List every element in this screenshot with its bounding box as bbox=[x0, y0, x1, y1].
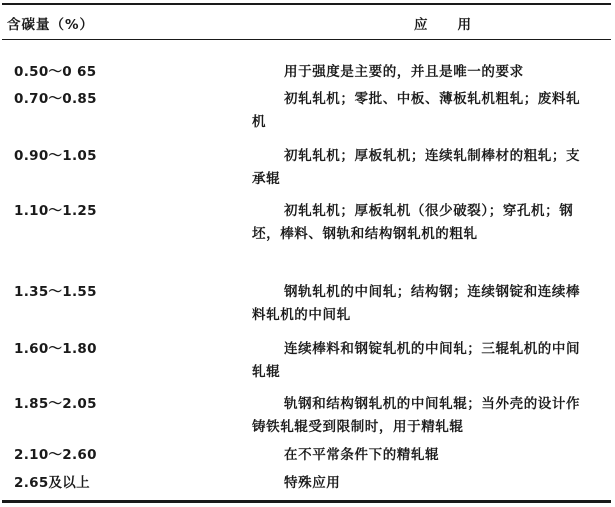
carbon-cell: 2.10～2.60 bbox=[14, 447, 97, 463]
carbon-cell: 0.90～1.05 bbox=[14, 148, 97, 164]
application-cell: 初轧轧机；零批、中板、薄板轧机粗轧；废料轧机 bbox=[252, 91, 581, 130]
application-cell: 轨钢和结构钢轧机的中间轧辊；当外壳的设计作铸铁轧辊受到限制时，用于精轧辊 bbox=[252, 396, 581, 435]
carbon-cell: 1.60～1.80 bbox=[14, 341, 97, 357]
table-header bbox=[2, 5, 611, 39]
header-carbon-content: 含碳量（%） bbox=[7, 17, 95, 33]
carbon-cell: 1.85～2.05 bbox=[14, 396, 97, 412]
application-cell: 初轧轧机；厚板轧机（很少破裂）；穿孔机；钢坯，棒料、钢轨和结构钢轧机的粗轧 bbox=[252, 203, 574, 242]
application-cell: 钢轨轧机的中间轧；结构钢；连续钢锭和连续棒料轧机的中间轧 bbox=[252, 284, 581, 323]
application-cell: 在不平常条件下的精轧辊 bbox=[284, 447, 440, 463]
carbon-cell: 0.50～0 65 bbox=[14, 64, 97, 80]
application-cell: 初轧轧机；厚板轧机；连续轧制棒材的粗轧；支承辊 bbox=[252, 148, 581, 187]
carbon-cell: 2.65及以上 bbox=[14, 475, 90, 491]
application-cell: 连续棒料和钢锭轧机的中间轧；三辊轧机的中间轧辊 bbox=[252, 341, 581, 380]
carbon-cell: 1.35～1.55 bbox=[14, 284, 97, 300]
header-application: 应用 bbox=[414, 17, 501, 33]
table-header-rule bbox=[2, 39, 611, 40]
carbon-cell: 1.10～1.25 bbox=[14, 203, 97, 219]
application-cell: 特殊应用 bbox=[284, 475, 341, 491]
table-bottom-rule bbox=[2, 500, 611, 503]
carbon-application-table bbox=[2, 3, 611, 491]
application-cell: 用于强度是主要的，并且是唯一的要求 bbox=[284, 64, 524, 80]
carbon-cell: 0.70～0.85 bbox=[14, 91, 97, 107]
